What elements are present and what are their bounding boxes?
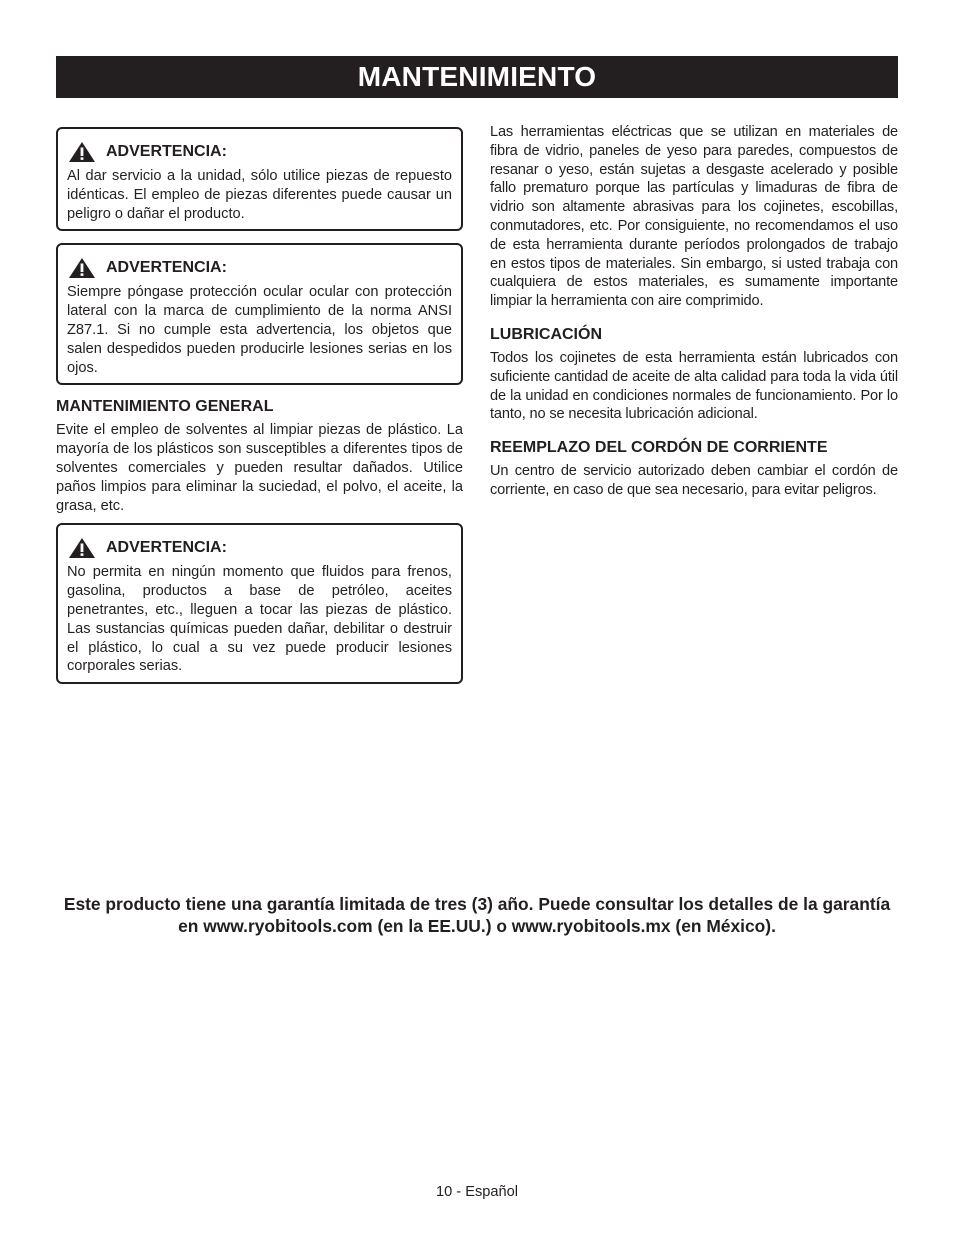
right-column — [490, 123, 898, 500]
warning-triangle-icon — [68, 257, 96, 279]
warning-box-chemicals — [56, 523, 463, 684]
warning-triangle-icon — [68, 141, 96, 163]
left-column — [56, 127, 463, 696]
warning-title: ADVERTENCIA: — [106, 143, 227, 160]
warning-title: ADVERTENCIA: — [106, 539, 227, 557]
warranty-notice: Este producto tiene una garantía limitada de tres (3) año. Puede consultar los detalles de la garantía en www.ryobitools.com (en la EE.UU.) o www.ryobitools.mx (en México). — [63, 894, 891, 936]
cord-replacement-text: Un centro de servicio autorizado deben cambiar el cordón de corriente, en caso de que sea necesario, para evitar peligros. — [490, 463, 898, 498]
warning-title: ADVERTENCIA: — [106, 259, 227, 277]
fiberglass-paragraph: Las herramientas eléctricas que se utilizan en materiales de fibra de vidrio, paneles de yeso para paredes, compuestos de resanar o yeso, están sujetas a desgaste acelerado y posible fallo prematuro porque las partículas y limaduras de fibra de vidrio son altamente abrasivas para los cojinetes, escobillas, conmutadores, etc. Por consiguiente, no recomendamos el uso de esta herramienta durante períodos prolongados de trabajo en estos tipos de materiales. Sin embargo, si usted trabaja con cualquiera de estos materiales, es sumamente importante limpiar la herramienta con aire comprimido. — [490, 124, 898, 310]
warning-header — [67, 535, 452, 561]
warning-header — [67, 139, 452, 165]
warning-box-eye-protection — [56, 243, 463, 385]
section-heading-cord-replacement: REEMPLAZO DEL CORDÓN DE CORRIENTE — [490, 439, 828, 457]
warning-text: No permita en ningún momento que fluidos para frenos, gasolina, productos a base de petróleo, aceites penetrantes, etc., lleguen a tocar las piezas de plástico. Las sustancias químicas pueden dañar, debilitar o destruir el plástico, lo cual a su vez puede producir lesiones corporales serias. — [67, 564, 452, 675]
section-heading-general-maintenance: MANTENIMIENTO GENERAL — [56, 398, 274, 416]
warning-text: Al dar servicio a la unidad, sólo utilice piezas de repuesto idénticas. El empleo de piezas diferentes puede causar un peligro o dañar el producto. — [67, 168, 452, 222]
page-number: 10 - Español — [436, 1184, 518, 1200]
warning-box-replacement-parts — [56, 127, 463, 231]
general-maintenance-text: Evite el empleo de solventes al limpiar piezas de plástico. La mayoría de los plásticos son susceptibles a diferentes tipos de solventes comerciales y pueden resultar dañados. Utilice paños limpios para eliminar la suciedad, el polvo, el aceite, la grasa, etc. — [56, 422, 463, 514]
page-title: MANTENIMIENTO — [56, 56, 898, 98]
warning-header — [67, 255, 452, 281]
warning-text: Siempre póngase protección ocular ocular con protección lateral con la marca de cumplimiento de la norma ANSI Z87.1. Si no cumple esta advertencia, los objetos que salen despedidos pueden producirle lesiones serias en los ojos. — [67, 284, 452, 376]
section-heading-lubrication: LUBRICACIÓN — [490, 325, 602, 343]
warning-triangle-icon — [68, 537, 96, 559]
lubrication-text: Todos los cojinetes de esta herramienta están lubricados con suficiente cantidad de aceite de alta calidad para toda la vida útil de la unidad en condiciones normales de funcionamiento. Por lo tanto, no se necesita lubricación adicional. — [490, 349, 898, 423]
